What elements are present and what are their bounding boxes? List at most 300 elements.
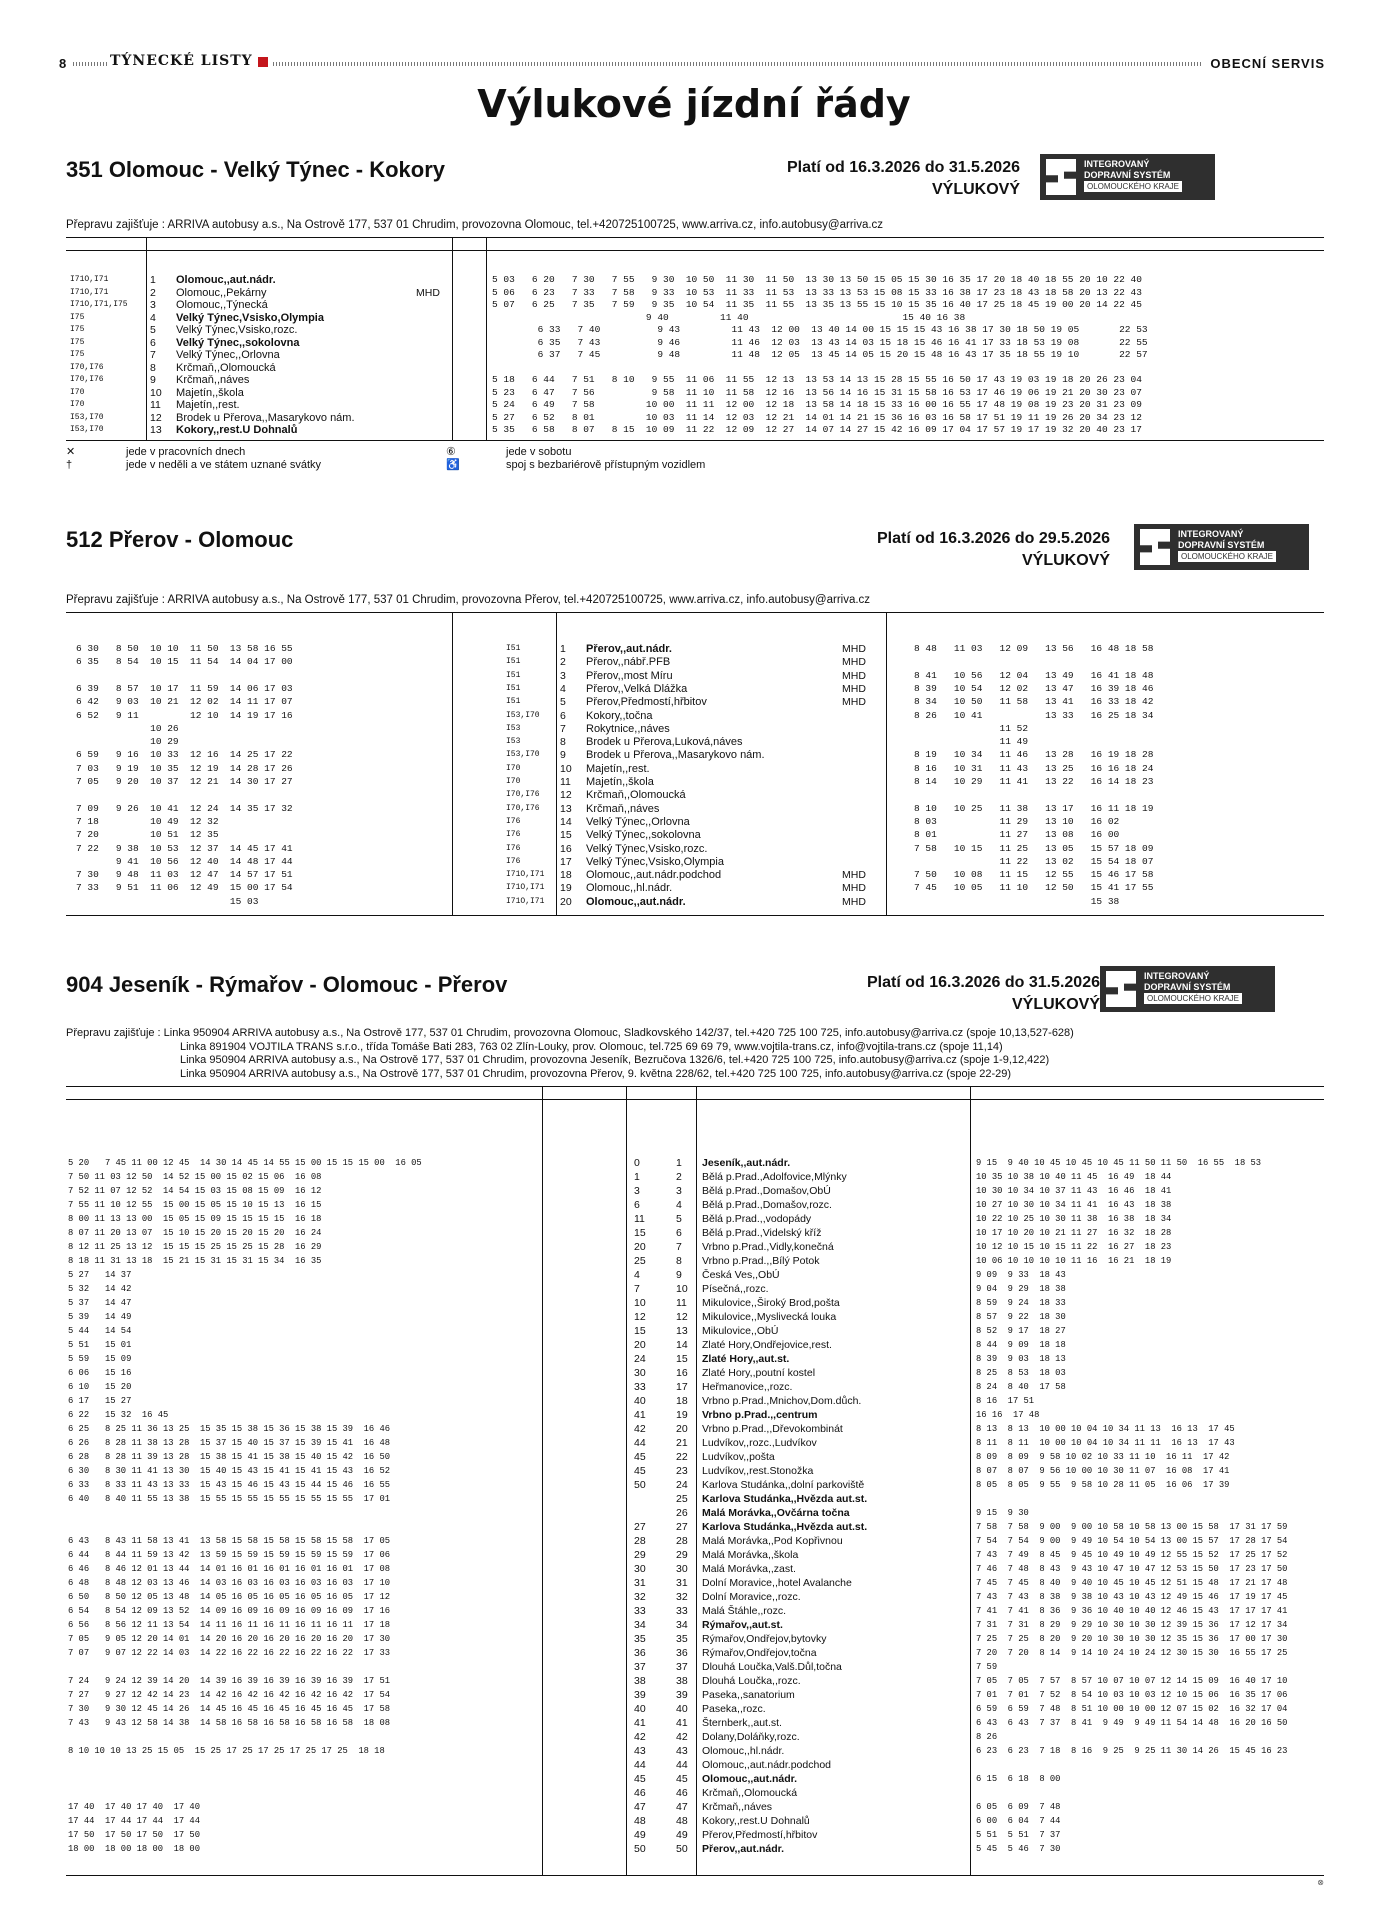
badge-text: INTEGROVANÝ DOPRAVNÍ SYSTÉM: [1084, 159, 1171, 180]
mhd-mark: MHD: [842, 643, 866, 655]
departure-times: 9 15 9 40 10 45 10 45 10 45 11 50 11 50 16 55 18 53: [976, 1158, 1262, 1168]
legend-item: [66, 459, 321, 472]
departure-times: 7 01 7 01 7 52 8 54 10 03 10 03 12 10 15 06 16 35 17 06: [976, 1690, 1288, 1700]
timetable-904: [66, 1086, 1324, 1876]
stop-row: [66, 324, 1324, 336]
badge-region: OLOMOUCKÉHO KRAJE: [1084, 181, 1182, 192]
departure-times: 6 06 15 16: [68, 1368, 132, 1378]
stop-name: Písečná,,rozc.: [702, 1283, 769, 1295]
stop-name: Dolní Moravice,,hotel Avalanche: [702, 1577, 852, 1589]
stop-row: [66, 399, 1324, 411]
tpz-code: I75: [70, 350, 85, 359]
mhd-mark: MHD: [842, 682, 866, 695]
validity-status: VÝLUKOVÝ: [931, 181, 1020, 198]
tpz-code: I70: [70, 400, 85, 409]
stop-name: Dolany,Doláňky,rozc.: [702, 1731, 800, 1743]
stop-row: [66, 1703, 1324, 1715]
km-value: 45: [634, 1451, 646, 1463]
stop-name: Majetín,,rest.: [176, 399, 240, 411]
stop-number: 26: [676, 1507, 688, 1519]
stop-number: 44: [676, 1759, 688, 1771]
departure-times: 6 28 8 28 11 39 13 28 15 38 15 41 15 38 15 40 15 42 16 50: [68, 1452, 391, 1462]
departure-times: 8 26 10 41 13 33 16 25 18 34: [914, 709, 1154, 721]
stop-row: [66, 643, 1324, 655]
footer-mark: ⊗: [1317, 1878, 1324, 1887]
stop-name: Přerov,,most Míru: [586, 669, 673, 682]
stop-row: [66, 1843, 1324, 1855]
stop-row: [66, 763, 1324, 775]
departure-times: 10 30 10 34 10 37 11 43 16 46 18 41: [976, 1186, 1172, 1196]
departure-times: 8 10 10 10 13 25 15 05 15 25 17 25 17 25 17 25 17 25 18 18: [68, 1746, 385, 1756]
departure-times: 7 58 7 58 9 00 9 00 10 58 10 58 13 00 15 58 17 31 17 59: [976, 1522, 1288, 1532]
tpz-code: I53,I70: [70, 412, 104, 422]
stop-name: Majetín,,škola: [176, 386, 244, 399]
stop-number: 9: [560, 749, 566, 762]
stop-number: 2: [560, 656, 566, 669]
stop-name: Přerov,,nábř.PFB: [586, 656, 671, 669]
stop-number: 7: [150, 349, 156, 361]
stop-row: [66, 789, 1324, 801]
stop-name: Majetín,,rest.: [586, 762, 650, 775]
provider-text: Přepravu zajišťuje : Linka 950904 ARRIVA autobusy a.s., Na Ostrově 177, 537 01 Chrudim, provozovna Olomouc, Sladkovského 142/37, tel.+420 725 100 725, info.autobusy@arriva.cz (spoje 10,13,527-628) Linka 891904 VOJTILA TRANS s.r.o., třída Tomáše Bati 283, 763 02 Zlín-Louky, prov. Olomouc, tel.725 69 69 79, www.vojtila-trans.cz, info@vojtila-trans.cz (spoje 11,14) Linka 950904 ARRIVA autobusy a.s., Na Ostrově 177, 537 01 Chrudim, provozovna Jeseník, Bezručova 1326/6, tel.+420 725 100 725, info.autobusy@arriva.cz (spoje 1-9,12,422) Linka 950904 ARRIVA autobusy a.s., Na Ostrově 177, 537 01 Chrudim, provozovna Přerov, 9. května 228/62, tel.+420 725 100 725, info.autobusy@arriva.cz (spoje 22-29): [66, 1027, 1074, 1080]
stop-row: [66, 843, 1324, 855]
departure-times: 6 10 15 20: [68, 1382, 132, 1392]
km-value: 50: [634, 1843, 646, 1855]
stop-number: 2: [676, 1171, 682, 1183]
departure-times: 8 48 11 03 12 09 13 56 16 48 18 58: [914, 643, 1154, 654]
tpz-code: I70: [506, 763, 521, 773]
ids-logo-icon: [1046, 159, 1076, 195]
stop-name: Rýmařov,,aut.st.: [702, 1619, 783, 1631]
stop-name: Vrbno p.Prad.,,Bílý Potok: [702, 1255, 820, 1267]
departure-times: 6 17 15 27: [68, 1396, 132, 1406]
departure-times: 8 39 10 54 12 02 13 47 16 39 18 46: [914, 682, 1154, 694]
ids-logo-icon: [1106, 971, 1136, 1007]
departure-times: 17 50 17 50 17 50 17 50: [68, 1830, 200, 1840]
stop-number: 18: [560, 869, 572, 882]
stop-name: Olomouc,,aut.nádr.: [176, 274, 276, 286]
departure-times: 7 43 7 43 8 38 9 38 10 43 10 43 12 49 15 46 17 19 17 45: [976, 1592, 1288, 1602]
km-value: 7: [634, 1283, 640, 1295]
departure-times: 15 38: [914, 895, 1120, 907]
km-value: 45: [634, 1773, 646, 1785]
stop-row: [66, 1157, 1324, 1169]
legend-symbol: ⑥: [446, 446, 456, 458]
ids-badge: [1040, 154, 1215, 200]
mhd-mark: MHD: [842, 869, 866, 882]
km-value: 42: [634, 1731, 646, 1743]
departure-times: 7 18 10 49 12 32: [76, 815, 219, 827]
km-value: 20: [634, 1241, 646, 1253]
stop-name: Velký Týnec,Vsisko,rozc.: [586, 842, 708, 855]
departure-times: 8 59 9 24 18 33: [976, 1298, 1066, 1308]
km-value: 45: [634, 1465, 646, 1477]
stop-row: [66, 1549, 1324, 1561]
stop-name: Olomouc,,hl.nádr.: [586, 882, 673, 895]
km-value: 33: [634, 1381, 646, 1393]
km-value: 10: [634, 1297, 646, 1309]
stop-name: Brodek u Přerova,Luková,náves: [586, 736, 743, 749]
stop-row: [66, 1227, 1324, 1239]
stop-number: 47: [676, 1801, 688, 1813]
tpz-code: I53,I70: [506, 710, 540, 720]
tpz-code: I53,I70: [506, 750, 540, 760]
stop-name: Paseka,,rozc.: [702, 1703, 766, 1715]
stop-row: [66, 723, 1324, 735]
departure-times: 7 05 9 20 10 37 12 21 14 30 17 27: [76, 776, 293, 787]
stop-number: 9: [150, 374, 156, 386]
stop-number: 50: [676, 1843, 688, 1855]
km-value: 47: [634, 1801, 646, 1813]
stop-name: Krčmaň,,náves: [702, 1801, 773, 1813]
legend: [66, 446, 966, 474]
departure-times: 8 01 11 27 13 08 16 00: [914, 829, 1120, 841]
departure-times: 5 24 6 49 7 58 10 00 11 11 12 00 12 18 13 58 14 18 15 33 16 00 16 55 17 48 19 08 19 23 20 31 23 09: [492, 399, 1142, 410]
departure-times: 8 13 8 13 10 00 10 04 10 34 11 13 16 13 17 45: [976, 1424, 1235, 1434]
stop-name: Karlova Studánka,,dolní parkoviště: [702, 1479, 865, 1491]
stop-name: Kokory,,rest.U Dohnalů: [176, 424, 298, 436]
route-title: 904 Jeseník - Rýmařov - Olomouc - Přerov: [66, 972, 508, 997]
km-value: 30: [634, 1563, 646, 1575]
tpz-code: I71O,I71: [506, 870, 545, 880]
departure-times: 6 15 6 18 8 00: [976, 1774, 1061, 1784]
tpz-code: I70,I76: [70, 362, 104, 372]
stop-number: 3: [560, 669, 566, 682]
tpz-code: I71O,I71: [70, 275, 109, 284]
km-value: 28: [634, 1535, 646, 1547]
stop-number: 10: [560, 762, 572, 775]
departure-times: 5 07 6 25 7 35 7 59 9 35 10 54 11 35 11 55 13 35 13 55 15 10 15 35 16 40 17 25 18 45 19 00 20 14 22 45: [492, 299, 1142, 310]
page-number: 8: [59, 56, 67, 71]
departure-times: 8 09 8 09 9 58 10 02 10 33 11 10 16 11 17 42: [976, 1452, 1230, 1462]
departure-times: 7 45 7 45 8 40 9 40 10 45 10 45 12 51 15 48 17 21 17 48: [976, 1578, 1288, 1588]
departure-times: 10 27 10 30 10 34 11 41 16 43 18 38: [976, 1200, 1172, 1210]
tpz-code: I51: [506, 670, 521, 680]
stop-number: 36: [676, 1647, 688, 1659]
stop-row: [66, 1171, 1324, 1183]
tpz-code: I75: [70, 337, 85, 347]
stop-number: 30: [676, 1563, 688, 1575]
departure-times: 7 24 9 24 12 39 14 20 14 39 16 39 16 39 16 39 16 39 17 51: [68, 1676, 391, 1686]
stop-row: [66, 1479, 1324, 1491]
stop-number: 11: [676, 1297, 687, 1309]
departure-times: 6 46 8 46 12 01 13 44 14 01 16 01 16 01 16 01 16 01 17 08: [68, 1564, 391, 1574]
tpz-code: I51: [506, 644, 521, 653]
stop-number: 4: [560, 682, 566, 695]
stop-name: Přerov,,aut.nádr.: [586, 643, 672, 655]
km-value: 31: [634, 1577, 646, 1589]
km-value: 12: [634, 1311, 646, 1323]
stop-row: [66, 1437, 1324, 1449]
stop-name: Velký Týnec,Vsisko,Olympia: [586, 855, 724, 868]
departure-times: 10 17 10 20 10 21 11 27 16 32 18 28: [976, 1228, 1172, 1238]
header-divider: [73, 62, 107, 66]
stop-name: Bělá p.Prad.,,vodopády: [702, 1213, 812, 1225]
stop-name: Krčmaň,,náves: [176, 374, 250, 386]
km-value: 40: [634, 1395, 646, 1407]
validity-dates: Platí od 16.3.2026 do 29.5.2026: [876, 530, 1110, 547]
stop-row: [66, 1591, 1324, 1603]
departure-times: 11 52: [914, 722, 1029, 734]
stop-name: Velký Týnec,Vsisko,Olympia: [176, 311, 324, 324]
departure-times: 6 48 8 48 12 03 13 46 14 03 16 03 16 03 16 03 16 03 17 10: [68, 1578, 391, 1588]
departure-times: 7 46 7 48 8 43 9 43 10 47 10 47 12 53 15 50 17 23 17 50: [976, 1564, 1288, 1574]
legend-item: [446, 459, 705, 472]
stop-name: Bělá p.Prad.,Domašov,ObÚ: [702, 1185, 831, 1197]
stop-row: [66, 896, 1324, 908]
legend-item: [446, 446, 571, 459]
tpz-code: I71O,I71: [70, 287, 109, 297]
mhd-mark: MHD: [842, 656, 866, 669]
stop-number: 5: [560, 696, 566, 709]
stop-number: 14: [560, 815, 572, 828]
km-value: 42: [634, 1423, 646, 1435]
departure-times: 7 43 7 49 8 45 9 45 10 49 10 49 12 55 15 52 17 25 17 52: [976, 1550, 1288, 1560]
departure-times: 5 45 5 46 7 30: [976, 1844, 1061, 1854]
departure-times: 8 18 11 31 13 18 15 21 15 31 15 31 15 34 16 35: [68, 1256, 322, 1266]
stop-row: [66, 1199, 1324, 1211]
stop-row: [66, 1829, 1324, 1841]
departure-times: 5 44 14 54: [68, 1326, 132, 1336]
stop-number: 14: [676, 1339, 688, 1351]
stop-row: [66, 424, 1324, 436]
stop-name: Rýmařov,Ondřejov,bytovky: [702, 1633, 827, 1645]
stop-name: Malá Morávka,,škola: [702, 1549, 799, 1561]
stop-name: Kokory,,rest.U Dohnalů: [702, 1815, 810, 1827]
departure-times: 8 25 8 53 18 03: [976, 1368, 1066, 1378]
stop-name: Olomouc,,aut.nádr.: [586, 895, 686, 908]
departure-times: 5 51 5 51 7 37: [976, 1830, 1061, 1840]
validity-dates: Platí od 16.3.2026 do 31.5.2026: [866, 974, 1100, 991]
stop-number: 19: [676, 1409, 688, 1421]
departure-times: 7 27 9 27 12 42 14 23 14 42 16 42 16 42 16 42 16 42 17 54: [68, 1690, 391, 1700]
departure-times: 7 20 10 51 12 35: [76, 829, 219, 841]
stop-name: Mikulovice,,ObÚ: [702, 1325, 779, 1337]
stop-number: 1: [560, 643, 566, 655]
stop-number: 46: [676, 1787, 688, 1799]
stop-row: [66, 856, 1324, 868]
stop-name: Brodek u Přerova,,Masarykovo nám.: [586, 749, 765, 762]
departure-times: 10 06 10 10 10 10 11 16 16 21 18 19: [976, 1256, 1172, 1266]
ids-badge: [1134, 524, 1309, 570]
stop-name: Jeseník,,aut.nádr.: [702, 1157, 791, 1169]
stop-name: Olomouc,,Týnecká: [176, 299, 268, 311]
legend-symbol: ✕: [66, 446, 76, 458]
departure-times: 6 30 8 50 10 10 11 50 13 58 16 55: [76, 643, 293, 654]
km-value: 50: [634, 1479, 646, 1491]
stop-number: 11: [150, 399, 161, 411]
departure-times: 8 10 10 25 11 38 13 17 16 11 18 19: [914, 802, 1154, 814]
stop-number: 31: [676, 1577, 688, 1589]
stop-row: [66, 1675, 1324, 1687]
stop-row: [66, 1731, 1324, 1743]
departure-times: 8 16 17 51: [976, 1396, 1035, 1406]
departure-times: 5 06 6 23 7 33 7 58 9 33 10 53 11 33 11 53 13 33 13 53 15 08 15 33 16 38 17 23 18 43 18 58 20 13 22 43: [492, 286, 1142, 298]
stop-number: 22: [676, 1451, 688, 1463]
stop-row: [66, 1311, 1324, 1323]
stop-number: 9: [676, 1269, 682, 1281]
stop-name: Olomouc,,hl.nádr.: [702, 1745, 785, 1757]
legend-text: jede v sobotu: [506, 446, 572, 458]
validity: [690, 157, 1020, 201]
validity-status: VÝLUKOVÝ: [1011, 996, 1100, 1013]
departure-times: 6 30 8 30 11 41 13 30 15 40 15 43 15 41 15 41 15 43 16 52: [68, 1466, 391, 1476]
legend-symbol: †: [66, 459, 73, 471]
ids-logo-icon: [1140, 529, 1170, 565]
departure-times: 8 19 10 34 11 46 13 28 16 19 18 28: [914, 749, 1154, 761]
departure-times: 6 50 8 50 12 05 13 48 14 05 16 05 16 05 16 05 16 05 17 12: [68, 1592, 391, 1602]
stop-number: 12: [676, 1311, 688, 1323]
stop-row: [66, 710, 1324, 722]
departure-times: 6 52 9 11 12 10 14 19 17 16: [76, 709, 293, 721]
departure-times: 8 05 8 05 9 55 9 58 10 28 11 05 16 06 17 39: [976, 1480, 1230, 1490]
stop-name: Velký Týnec,,sokolovna: [176, 336, 300, 349]
stop-row: [66, 312, 1324, 324]
km-value: 29: [634, 1549, 646, 1561]
badge-text: INTEGROVANÝ DOPRAVNÍ SYSTÉM: [1144, 971, 1231, 992]
km-value: 25: [634, 1255, 646, 1267]
departure-times: 7 20 7 20 8 14 9 14 10 24 10 24 12 30 15 30 16 55 17 25: [976, 1648, 1288, 1658]
badge-text: INTEGROVANÝ DOPRAVNÍ SYSTÉM: [1178, 529, 1265, 550]
departure-times: 7 58 10 15 11 25 13 05 15 57 18 09: [914, 842, 1154, 854]
timetable-351: [66, 237, 1324, 441]
departure-times: 8 39 9 03 18 13: [976, 1354, 1066, 1364]
departure-times: 5 51 15 01: [68, 1340, 132, 1350]
stop-name: Dlouhá Loučka,Valš.Důl,točna: [702, 1661, 842, 1673]
departure-times: 6 00 6 04 7 44: [976, 1816, 1061, 1826]
departure-times: 7 30 9 48 11 03 12 47 14 57 17 51: [76, 869, 293, 881]
stop-number: 8: [560, 736, 566, 749]
tpz-code: I51: [506, 657, 521, 667]
stop-number: 3: [676, 1185, 682, 1197]
stop-row: [66, 1241, 1324, 1253]
departure-times: 7 59: [976, 1662, 998, 1672]
km-value: 41: [634, 1717, 646, 1729]
stop-name: Ludvíkov,,pošta: [702, 1451, 775, 1463]
stop-number: 12: [150, 411, 162, 424]
departure-times: 7 41 7 41 8 36 9 36 10 40 10 40 12 46 15 43 17 17 17 41: [976, 1606, 1288, 1616]
departure-times: 10 22 10 25 10 30 11 38 16 38 18 34: [976, 1214, 1172, 1224]
tpz-code: I76: [506, 816, 521, 826]
departure-times: 7 33 9 51 11 06 12 49 15 00 17 54: [76, 882, 293, 894]
stop-row: [66, 1297, 1324, 1309]
departure-times: 7 55 11 10 12 55 15 00 15 05 15 10 15 13 16 15: [68, 1200, 322, 1210]
tpz-code: I70: [70, 387, 85, 397]
stop-name: Krčmaň,,Olomoucká: [176, 361, 276, 374]
section-name: OBECNÍ SERVIS: [1210, 56, 1325, 71]
stop-number: 4: [676, 1199, 682, 1211]
departure-times: 7 54 7 54 9 00 9 49 10 54 10 54 13 00 15 57 17 28 17 54: [976, 1536, 1288, 1546]
stop-number: 6: [560, 709, 566, 722]
km-value: 48: [634, 1815, 646, 1827]
stop-row: [66, 803, 1324, 815]
stop-name: Malá Morávka,,zast.: [702, 1563, 796, 1575]
stop-row: [66, 1423, 1324, 1435]
departure-times: 7 07 9 07 12 22 14 03 14 22 16 22 16 22 16 22 16 22 17 33: [68, 1648, 391, 1658]
stop-number: 10: [676, 1283, 688, 1295]
stop-row: [66, 1493, 1324, 1505]
departure-times: 5 27 6 52 8 01 10 03 11 14 12 03 12 21 14 01 14 21 15 36 16 03 16 58 17 51 19 11 19 26 20 34 23 12: [492, 411, 1142, 423]
departure-times: 7 31 7 31 8 29 9 29 10 30 10 30 12 39 15 36 17 12 17 34: [976, 1620, 1288, 1630]
tpz-code: I51: [506, 697, 521, 707]
tpz-code: I76: [506, 830, 521, 840]
stop-row: [66, 362, 1324, 374]
departure-times: 5 20 7 45 11 00 12 45 14 30 14 45 14 55 15 00 15 15 15 00 16 05: [68, 1158, 422, 1168]
departure-times: 6 40 8 40 11 55 13 38 15 55 15 55 15 55 15 55 15 55 17 01: [68, 1494, 391, 1504]
stop-row: [66, 1339, 1324, 1351]
stop-name: Přerov,Předmostí,hřbitov: [586, 696, 707, 709]
route-title: 512 Přerov - Olomouc: [66, 527, 294, 552]
departure-times: 8 41 10 56 12 04 13 49 16 41 18 48: [914, 669, 1154, 681]
tpz-code: I53: [506, 723, 521, 733]
tpz-code: I51: [506, 683, 521, 693]
departure-times: 10 35 10 38 10 40 11 45 16 49 18 44: [976, 1172, 1172, 1182]
stop-name: Malá Štáhle,,rozc.: [702, 1605, 787, 1617]
table-header-line: [66, 1099, 1324, 1100]
mhd-mark: MHD: [842, 882, 866, 895]
departure-times: 9 15 9 30: [976, 1508, 1029, 1518]
km-value: 4: [634, 1269, 640, 1281]
tpz-code: I70,I76: [506, 803, 540, 813]
stop-number: 13: [560, 802, 572, 815]
stop-name: Zlaté Hory,,aut.st.: [702, 1353, 790, 1365]
tpz-code: I71O,I71,I75: [70, 300, 128, 309]
departure-times: 15 03: [76, 895, 259, 907]
km-value: 39: [634, 1689, 646, 1701]
departure-times: 5 18 6 44 7 51 8 10 9 55 11 06 11 55 12 13 13 53 14 13 15 28 15 55 16 50 17 43 19 03 19 18 20 26 23 04: [492, 374, 1142, 385]
departure-times: 7 52 11 07 12 52 14 54 15 03 15 08 15 09 16 12: [68, 1186, 322, 1196]
stop-number: 37: [676, 1661, 688, 1673]
stop-row: [66, 1451, 1324, 1463]
stop-row: [66, 1185, 1324, 1197]
departure-times: 8 52 9 17 18 27: [976, 1326, 1066, 1336]
stop-number: 10: [150, 386, 162, 399]
stop-number: 33: [676, 1605, 688, 1617]
departure-times: 6 44 8 44 11 59 13 42 13 59 15 59 15 59 15 59 15 59 17 06: [68, 1550, 391, 1560]
stop-name: Malá Morávka,,Pod Kopřivnou: [702, 1535, 843, 1547]
stop-name: Malá Morávka,,Ovčárna točna: [702, 1507, 850, 1519]
stop-number: 7: [560, 722, 566, 735]
km-value: 41: [634, 1409, 646, 1421]
departure-times: 5 35 6 58 8 07 8 15 10 09 11 22 12 09 12 27 14 07 14 27 15 42 16 09 17 04 17 57 19 17 19 32 20 40 23 17: [492, 424, 1142, 435]
km-value: 46: [634, 1787, 646, 1799]
mhd-mark: MHD: [842, 895, 866, 908]
stop-name: Přerov,Předmostí,hřbitov: [702, 1829, 818, 1841]
km-value: 35: [634, 1633, 646, 1645]
stop-row: [66, 349, 1324, 361]
stop-number: 5: [676, 1213, 682, 1225]
km-value: 1: [634, 1171, 640, 1183]
stop-row: [66, 869, 1324, 881]
stop-number: 34: [676, 1619, 688, 1631]
departure-times: 7 25 7 25 8 20 9 20 10 30 10 30 12 35 15 36 17 00 17 30: [976, 1634, 1288, 1644]
stop-row: [66, 1367, 1324, 1379]
departure-times: 8 07 8 07 9 56 10 00 10 30 11 07 16 08 17 41: [976, 1466, 1230, 1476]
km-value: 15: [634, 1227, 646, 1239]
stop-row: [66, 1269, 1324, 1281]
km-value: 3: [634, 1185, 640, 1197]
validity-status: VÝLUKOVÝ: [1021, 552, 1110, 569]
stop-row: [66, 1395, 1324, 1407]
stop-name: Přerov,,aut.nádr.: [702, 1843, 785, 1855]
departure-times: 8 12 11 25 13 12 15 15 15 25 15 25 15 28 16 29: [68, 1242, 322, 1252]
timetable-512: [66, 612, 1324, 916]
tpz-code: I70,I76: [506, 790, 540, 800]
departure-times: 6 56 8 56 12 11 13 54 14 11 16 11 16 11 16 11 16 11 17 18: [68, 1620, 391, 1630]
departure-times: 5 32 14 42: [68, 1284, 132, 1294]
departure-times: 5 03 6 20 7 30 7 55 9 30 10 50 11 30 11 50 13 30 13 50 15 05 15 30 16 35 17 20 18 40 18 55 20 10 22 40: [492, 274, 1142, 285]
page-title: Výlukové jízdní řády: [477, 82, 911, 126]
